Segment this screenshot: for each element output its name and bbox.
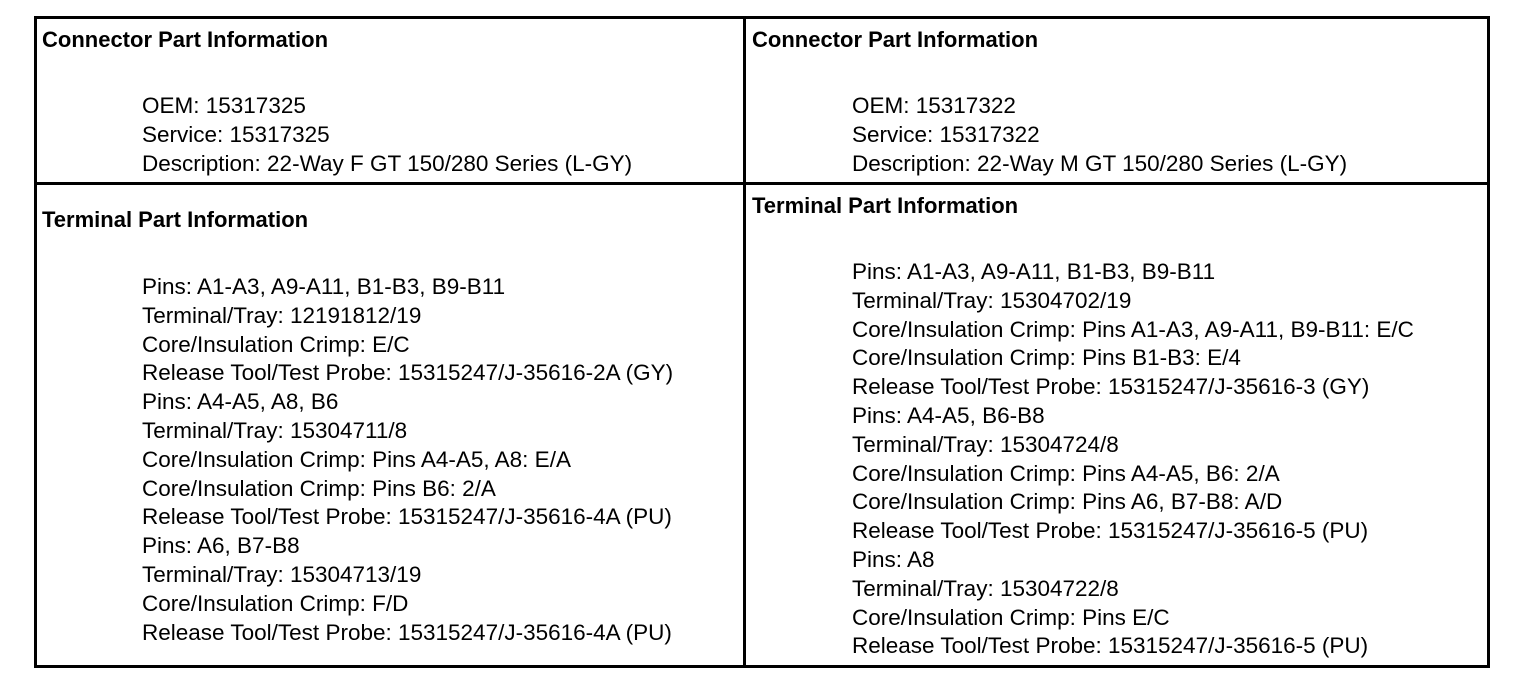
right-terminal-heading: Terminal Part Information <box>752 193 1019 218</box>
info-line: Release Tool/Test Probe: 15315247/J-35616-5 (PU) <box>852 633 1369 659</box>
column-divider <box>743 16 746 668</box>
info-line: Release Tool/Test Probe: 15315247/J-35616-5 (PU) <box>852 518 1369 544</box>
info-line: Pins: A4-A5, A8, B6 <box>142 389 339 415</box>
info-line: Core/Insulation Crimp: Pins B6: 2/A <box>142 475 496 501</box>
info-line: OEM: 15317325 <box>142 93 306 118</box>
info-line: Terminal/Tray: 15304722/8 <box>852 575 1119 601</box>
info-line: Terminal/Tray: 15304702/19 <box>852 287 1132 313</box>
info-line: Pins: A8 <box>852 546 935 572</box>
left-connector-heading: Connector Part Information <box>42 27 329 52</box>
info-line: Core/Insulation Crimp: Pins A4-A5, B6: 2/A <box>852 460 1280 486</box>
info-line: Terminal/Tray: 15304724/8 <box>852 431 1119 457</box>
info-line: Service: 15317322 <box>852 121 1040 147</box>
info-line: OEM: 15317322 <box>852 93 1016 118</box>
info-line: Pins: A4-A5, B6-B8 <box>852 402 1045 428</box>
right-connector-lines <box>852 92 1347 178</box>
info-line: Pins: A1-A3, A9-A11, B1-B3, B9-B11 <box>852 259 1216 284</box>
info-line: Release Tool/Test Probe: 15315247/J-35616-4A (PU) <box>142 504 672 530</box>
right-connector-heading: Connector Part Information <box>752 27 1039 52</box>
info-line: Service: 15317325 <box>142 121 330 147</box>
info-line: Description: 22-Way F GT 150/280 Series (L-GY) <box>142 150 633 176</box>
info-line: Core/Insulation Crimp: Pins A1-A3, A9-A11, B9-B11: E/C <box>852 316 1414 342</box>
left-connector-lines <box>142 92 632 178</box>
info-line: Terminal/Tray: 12191812/19 <box>142 302 422 328</box>
info-line: Terminal/Tray: 15304711/8 <box>142 417 408 443</box>
info-line: Core/Insulation Crimp: E/C <box>142 331 410 357</box>
info-line: Core/Insulation Crimp: Pins E/C <box>852 604 1170 630</box>
info-line: Core/Insulation Crimp: F/D <box>142 590 409 616</box>
info-line: Core/Insulation Crimp: Pins B1-B3: E/4 <box>852 345 1241 371</box>
info-line: Release Tool/Test Probe: 15315247/J-35616-3 (GY) <box>852 374 1370 400</box>
info-line: Pins: A1-A3, A9-A11, B1-B3, B9-B11 <box>142 274 506 299</box>
info-line: Pins: A6, B7-B8 <box>142 533 300 559</box>
row-divider <box>34 182 1490 185</box>
right-terminal-lines <box>852 258 1414 661</box>
left-terminal-heading: Terminal Part Information <box>42 207 309 232</box>
info-line: Description: 22-Way M GT 150/280 Series (L-GY) <box>852 150 1348 176</box>
left-terminal-lines <box>142 273 673 647</box>
info-line: Core/Insulation Crimp: Pins A6, B7-B8: A/D <box>852 489 1283 515</box>
info-line: Core/Insulation Crimp: Pins A4-A5, A8: E/A <box>142 446 571 472</box>
info-line: Terminal/Tray: 15304713/19 <box>142 561 422 587</box>
info-line: Release Tool/Test Probe: 15315247/J-35616-4A (PU) <box>142 619 672 645</box>
info-line: Release Tool/Test Probe: 15315247/J-35616-2A (GY) <box>142 360 674 386</box>
